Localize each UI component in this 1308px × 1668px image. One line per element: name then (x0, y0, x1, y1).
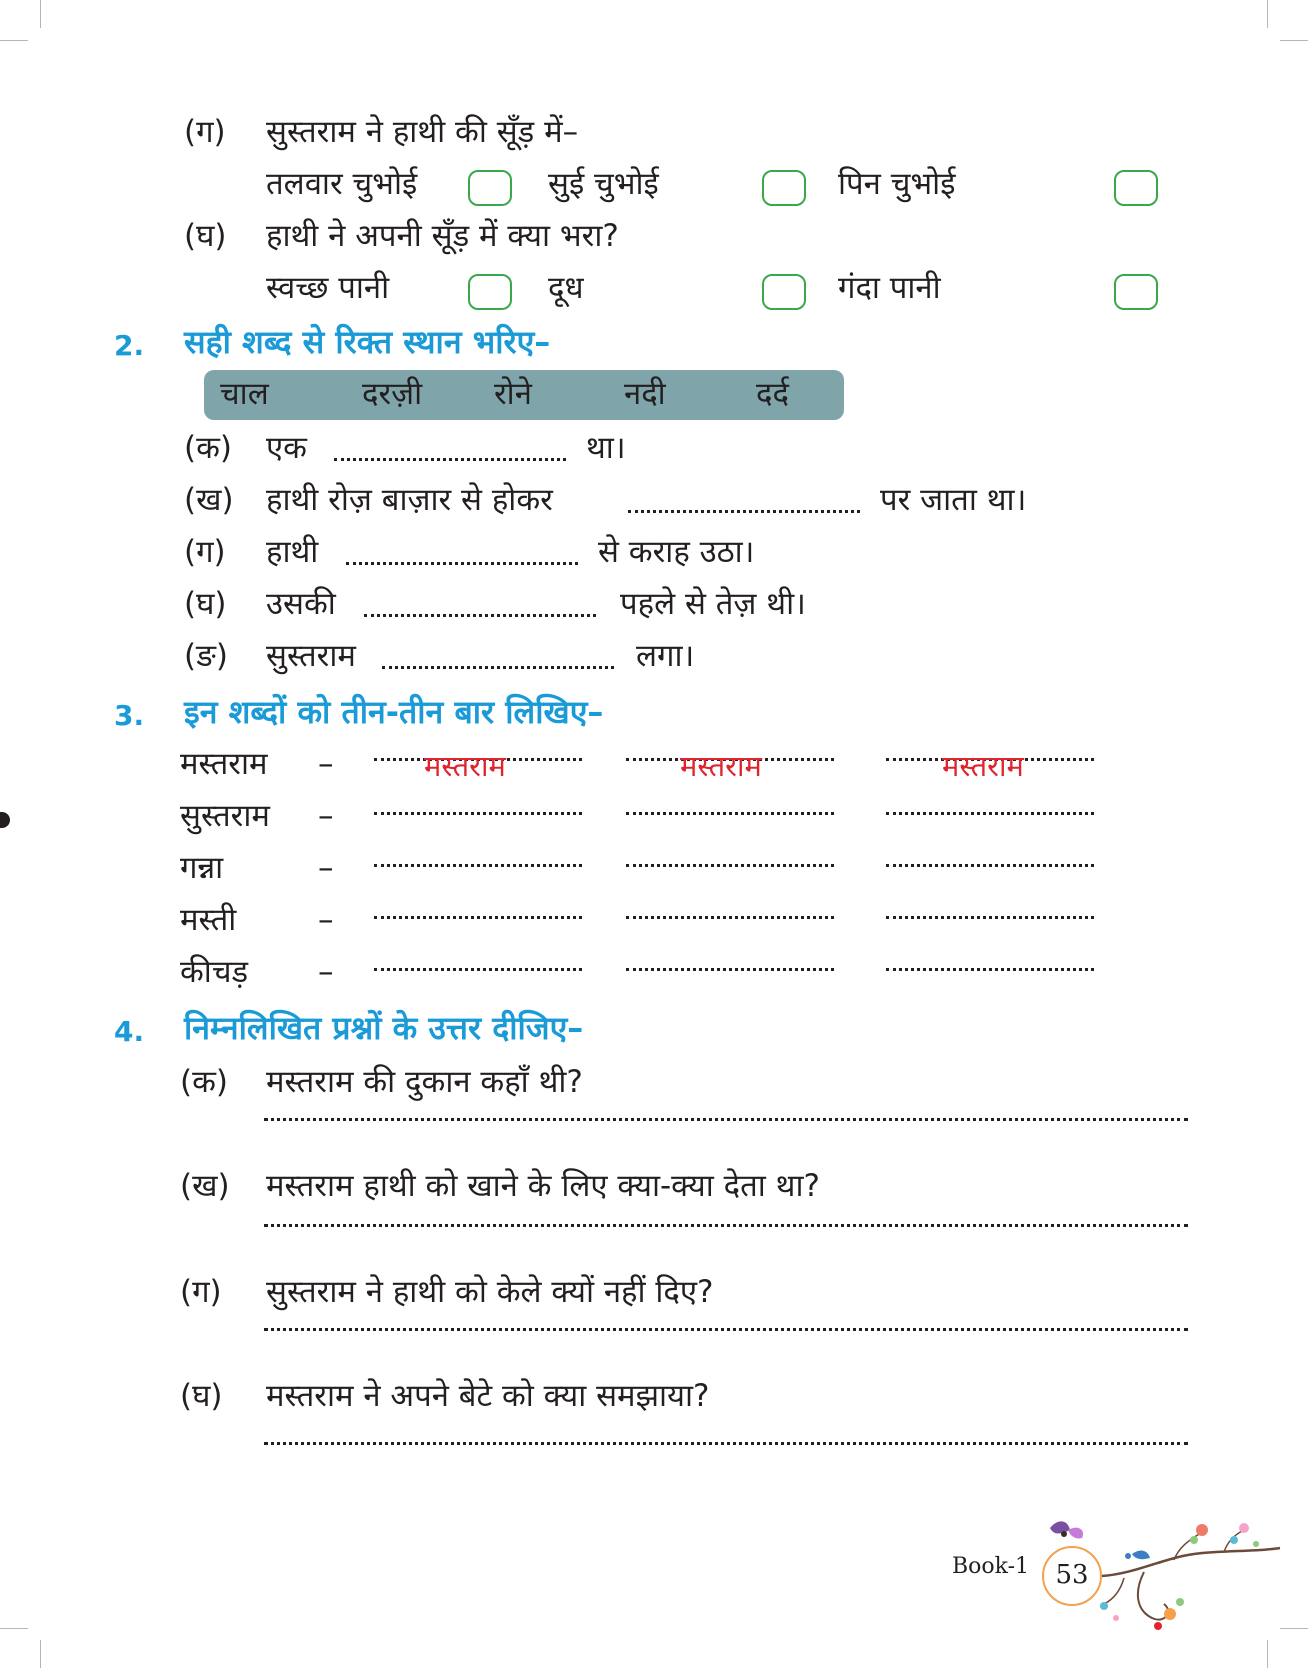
q1-gha-label: (घ) (184, 218, 227, 254)
q2-blank[interactable] (364, 614, 596, 617)
q4-answer-line[interactable] (264, 1328, 1188, 1331)
q3-writing-line[interactable] (886, 864, 1094, 867)
q4-question: मस्तराम ने अपने बेटे को क्या समझाया? (266, 1378, 710, 1414)
crop-mark (1267, 1640, 1268, 1668)
q1-ga-option: पिन चुभोई (838, 166, 956, 202)
q2-blank[interactable] (628, 510, 860, 513)
crop-mark (0, 1628, 28, 1629)
q3-dash: – (318, 902, 334, 938)
q1-ga-option: तलवार चुभोई (266, 166, 418, 202)
q3-heading: इन शब्दों को तीन-तीन बार लिखिए– (184, 693, 604, 731)
q3-word: मस्तराम (180, 746, 268, 782)
q1-gha-question: हाथी ने अपनी सूँड़ में क्या भरा? (266, 218, 619, 254)
crop-mark (0, 40, 28, 41)
q2-item-text: हाथी (266, 534, 319, 570)
crop-mark (40, 1640, 41, 1668)
book-label: Book-1 (952, 1554, 1030, 1579)
q3-written-answer: मस्तराम (680, 749, 762, 783)
crop-mark (1280, 40, 1308, 41)
q4-answer-line[interactable] (264, 1118, 1188, 1121)
q2-item-text: पहले से तेज़ थी। (620, 586, 806, 622)
q2-item-text: लगा। (636, 638, 695, 674)
q3-writing-line[interactable] (626, 968, 834, 971)
q3-writing-line[interactable] (886, 812, 1094, 815)
q2-item-text: उसकी (266, 586, 336, 622)
q3-number: 3. (114, 699, 145, 732)
floral-vine-icon (1024, 1514, 1288, 1634)
q4-question: सुस्तराम ने हाथी को केले क्यों नहीं दिए? (266, 1274, 714, 1310)
q4-question: मस्तराम हाथी को खाने के लिए क्या-क्या देता था? (266, 1168, 820, 1204)
q1-gha-checkbox[interactable] (1114, 274, 1158, 310)
q3-word: मस्ती (180, 902, 237, 938)
q1-ga-checkbox[interactable] (468, 170, 512, 206)
q1-ga-question: सुस्तराम ने हाथी की सूँड़ में– (266, 114, 579, 150)
q1-gha-checkbox[interactable] (468, 274, 512, 310)
q2-blank[interactable] (382, 666, 614, 669)
registration-mark (0, 812, 10, 828)
q3-writing-line[interactable] (626, 916, 834, 919)
q4-number: 4. (114, 1015, 145, 1048)
q1-gha-checkbox[interactable] (762, 274, 806, 310)
q4-heading: निम्नलिखित प्रश्नों के उत्तर दीजिए– (184, 1009, 584, 1047)
q2-number: 2. (114, 329, 145, 362)
q3-dash: – (318, 954, 334, 990)
q3-writing-line[interactable] (886, 968, 1094, 971)
q1-ga-checkbox[interactable] (762, 170, 806, 206)
word-box-word: दर्द (756, 376, 789, 412)
q1-gha-option: गंदा पानी (838, 270, 941, 306)
q3-word: कीचड़ (180, 954, 249, 990)
q4-item-label: (क) (180, 1064, 228, 1100)
q4-item-label: (ग) (180, 1274, 222, 1310)
crop-mark (1267, 0, 1268, 28)
q2-heading: सही शब्द से रिक्त स्थान भरिए– (184, 323, 551, 361)
q2-blank[interactable] (346, 562, 578, 565)
q3-word: गन्ना (180, 850, 224, 886)
q2-item-label: (ङ) (184, 638, 228, 674)
q1-ga-label: (ग) (184, 114, 226, 150)
q4-question: मस्तराम की दुकान कहाँ थी? (266, 1064, 583, 1100)
q2-item-text: से कराह उठा। (598, 534, 755, 570)
q3-writing-line[interactable] (626, 812, 834, 815)
q3-word: सुस्तराम (180, 798, 270, 834)
q2-item-text: सुस्तराम (266, 638, 356, 674)
q2-item-text: पर जाता था। (880, 482, 1027, 518)
q1-gha-option: दूध (548, 270, 584, 306)
word-box-word: चाल (220, 376, 269, 412)
q2-item-text: एक (266, 430, 307, 466)
crop-mark (40, 0, 41, 28)
q2-item-label: (ग) (184, 534, 226, 570)
q2-item-label: (ख) (184, 482, 234, 518)
q2-item-label: (क) (184, 430, 232, 466)
q3-dash: – (318, 798, 334, 834)
q3-writing-line[interactable] (374, 812, 582, 815)
word-box-word: रोने (494, 376, 532, 412)
page-number: 53 (1042, 1546, 1102, 1606)
q2-blank[interactable] (334, 458, 566, 461)
word-box-word: दरज़ी (362, 376, 423, 412)
q3-dash: – (318, 850, 334, 886)
q1-ga-option: सुई चुभोई (548, 166, 659, 202)
q3-writing-line[interactable] (374, 864, 582, 867)
q4-item-label: (घ) (180, 1378, 223, 1414)
q2-item-text: हाथी रोज़ बाज़ार से होकर (266, 482, 553, 518)
q4-answer-line[interactable] (264, 1442, 1188, 1445)
word-box-word: नदी (624, 376, 666, 412)
q3-writing-line[interactable] (374, 968, 582, 971)
q1-ga-checkbox[interactable] (1114, 170, 1158, 206)
q3-writing-line[interactable] (626, 864, 834, 867)
q3-dash: – (318, 746, 334, 782)
q4-answer-line[interactable] (264, 1224, 1188, 1227)
q3-written-answer: मस्तराम (942, 749, 1024, 783)
q3-writing-line[interactable] (886, 916, 1094, 919)
q2-item-text: था। (586, 430, 626, 466)
q3-writing-line[interactable] (374, 916, 582, 919)
q2-item-label: (घ) (184, 586, 227, 622)
q3-written-answer: मस्तराम (424, 749, 506, 783)
q1-gha-option: स्वच्छ पानी (266, 270, 390, 306)
q4-item-label: (ख) (180, 1168, 230, 1204)
